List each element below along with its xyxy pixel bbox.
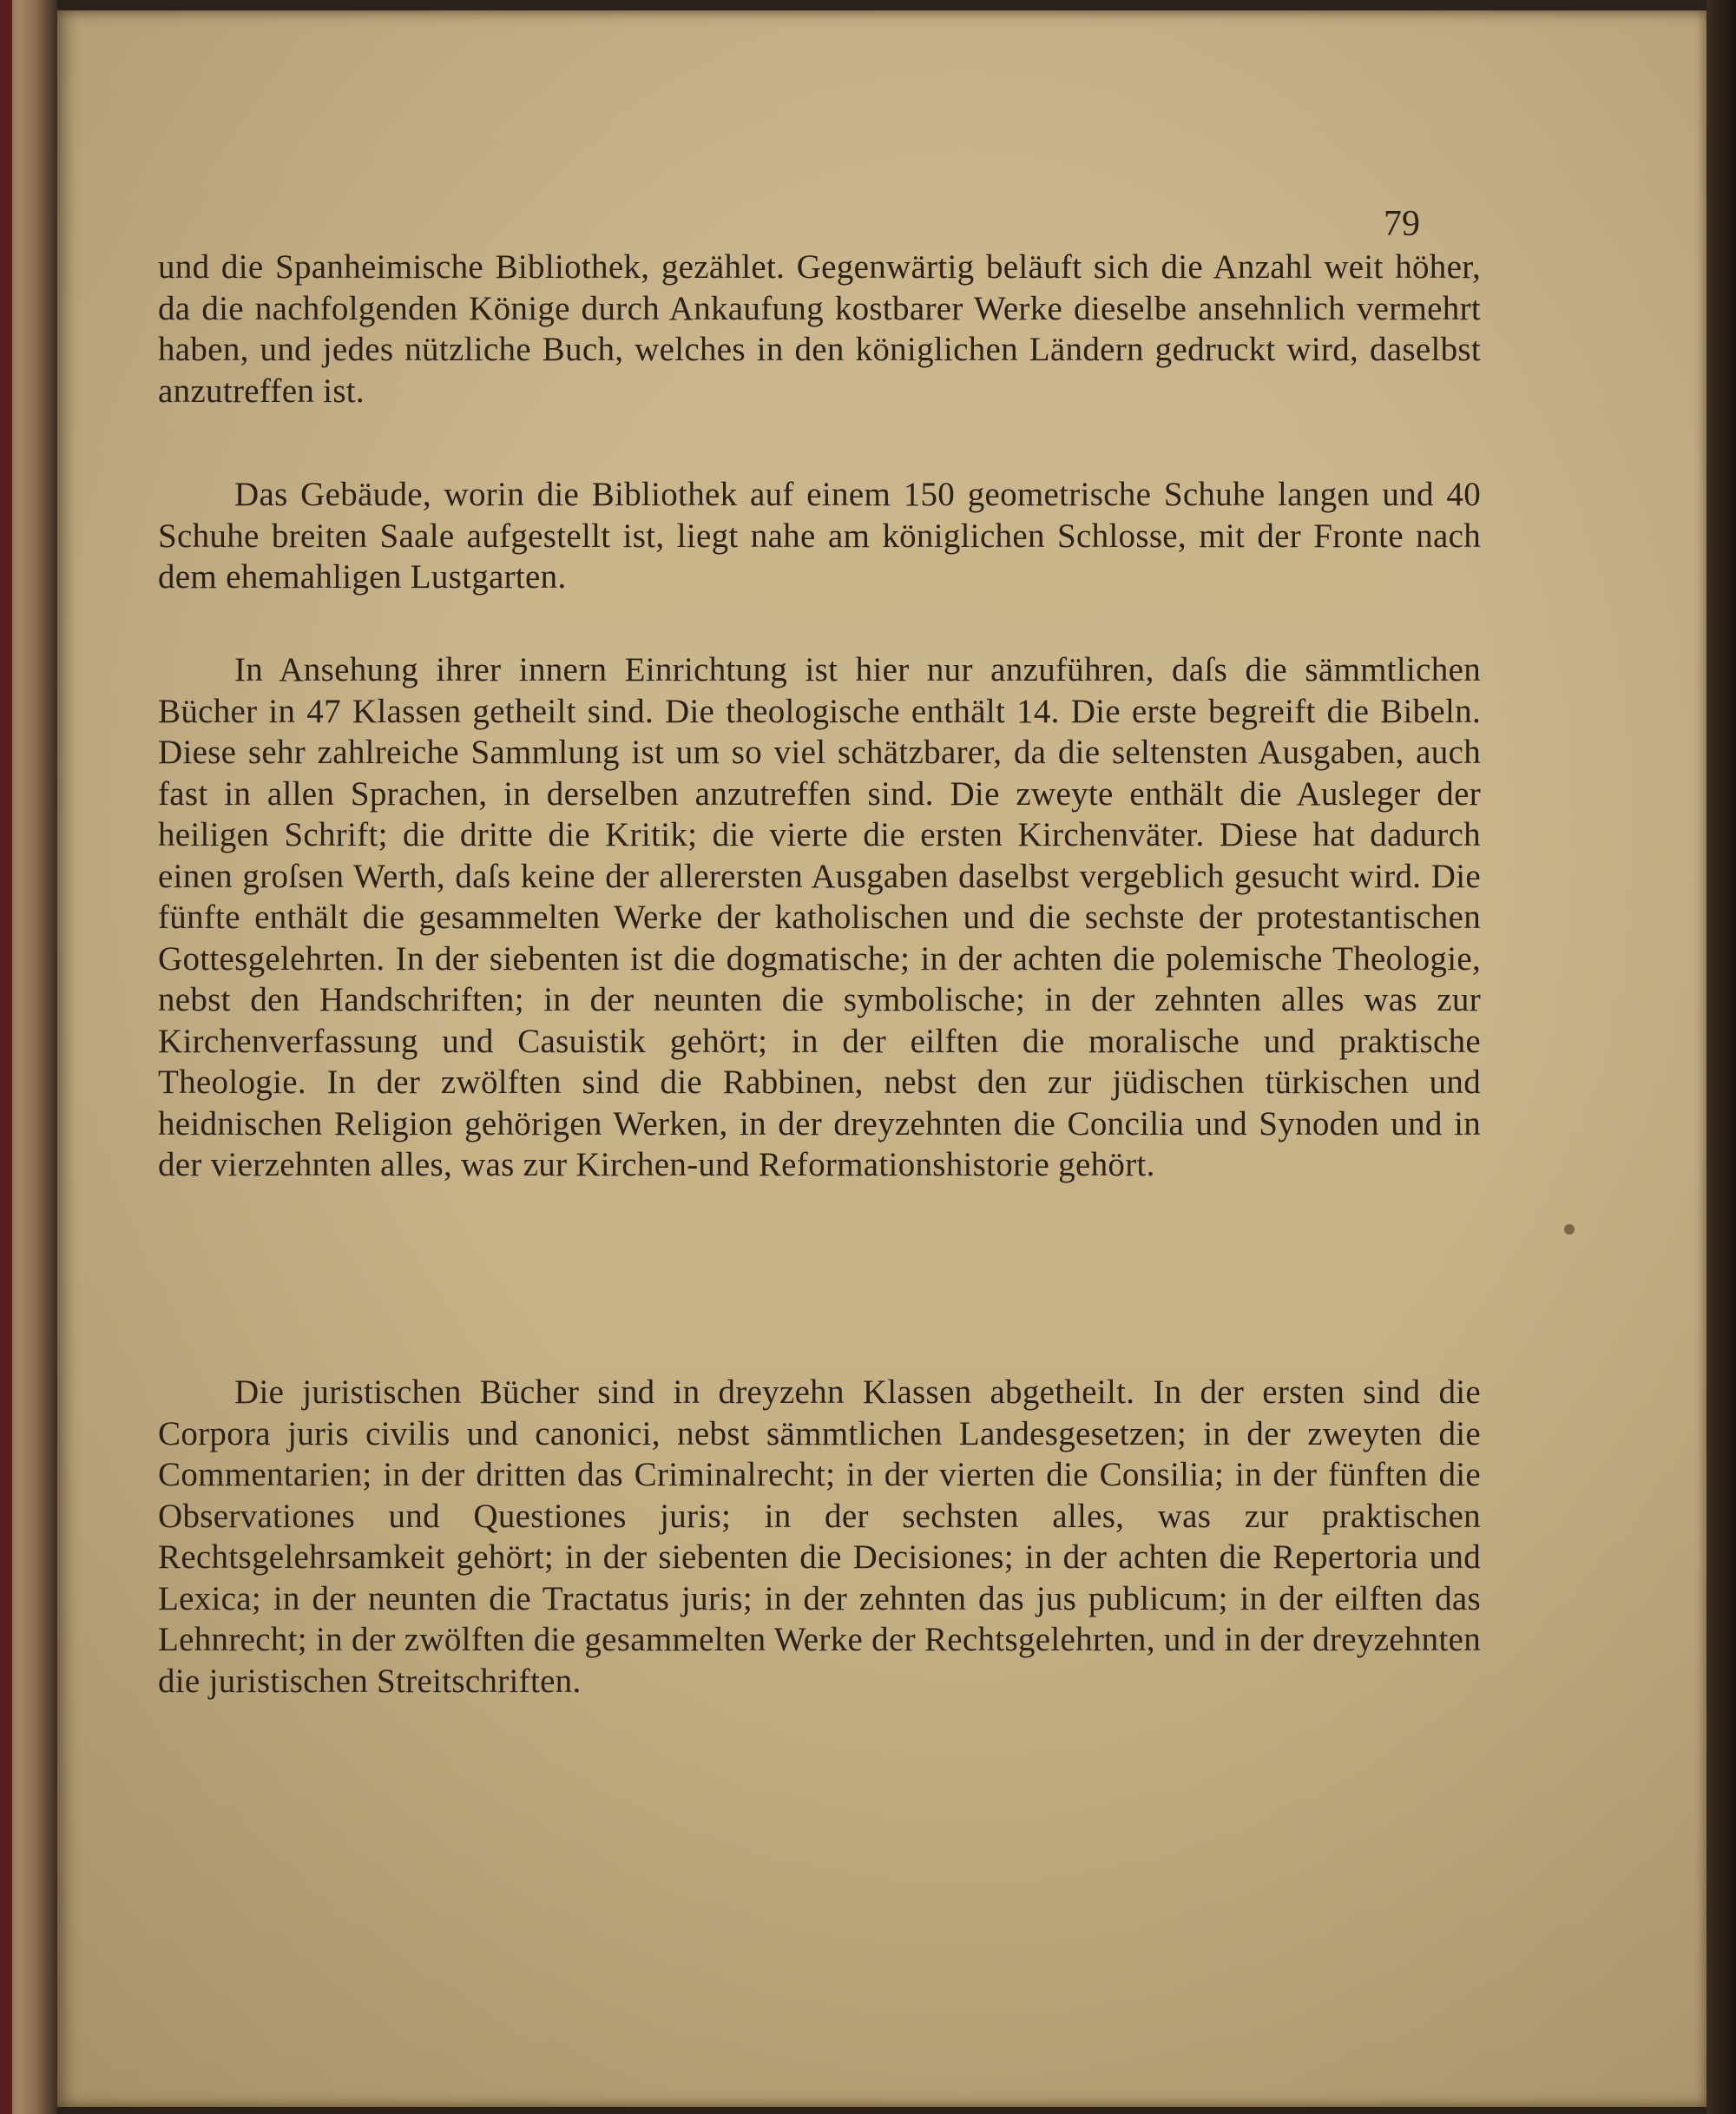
book-gutter	[0, 0, 57, 2114]
binding-edge	[0, 0, 12, 2114]
paragraph-3: In Ansehung ihrer innern Einrichtung ist hier nur anzuführen, daſs die sämmtlichen Bücher in 47 Klassen getheilt sind. Die theologische enthält 14. Die erste begreift die Bibeln. Diese sehr zahlreiche Sammlung ist um so viel schätzbarer, da die seltensten Ausgaben, auch fast in allen Sprachen, in derselben anzutreffen sind. Die zweyte enthält die Ausleger der heiligen Schrift; die dritte die Kritik; die vierte die ersten Kirchenväter. Diese hat dadurch einen groſsen Werth, daſs keine der allerersten Ausgaben daselbst vergeblich gesucht wird. Die fünfte enthält die gesammelten Werke der katholischen und die sechste der protestantischen Gottesgelehrten. In der siebenten ist die dogmatische; in der achten die polemische Theologie, nebst den Handschriften; in der neunten die symbolische; in der zehnten alles was zur Kirchenverfassung und Casuistik gehört; in der eilften die moralische und praktische Theologie. In der zwölften sind die Rabbinen, nebst den zur jüdischen türkischen und heidnischen Religion gehörigen Werken, in der dreyzehnten die Concilia und Synoden und in der vierzehnten alles, was zur Kirchen-und Reformationshistorie gehört.	[158, 651, 1481, 1183]
page-number: 79	[1384, 204, 1420, 244]
paragraph-1: und die Spanheimische Bibliothek, gezählet. Gegenwärtig beläuft sich die Anzahl weit höher, da die nachfolgenden Könige durch Ankaufung kostbarer Werke dieselbe ansehnlich vermehrt haben, und jedes nützliche Buch, welches in den königlichen Ländern gedruckt wird, daselbst anzutreffen ist.	[158, 248, 1481, 410]
page-right-edge	[1706, 0, 1736, 2114]
ink-spot	[1564, 1224, 1575, 1235]
book-page	[57, 10, 1706, 2107]
paragraph-4: Die juristischen Bücher sind in dreyzehn Klassen abgetheilt. In der ersten sind die Corpora juris civilis und canonici, nebst sämmtlichen Landesgesetzen; in der zweyten die Commentarien; in der dritten das Criminalrecht; in der vierten die Consilia; in der fünften die Observationes und Questiones juris; in der sechsten alles, was zur praktischen Rechtsgelehrsamkeit gehört; in der siebenten die Decisiones; in der achten die Repertoria und Lexica; in der neunten die Tractatus juris; in der zehnten das jus publicum; in der eilften das Lehnrecht; in der zwölften die gesammelten Werke der Rechtsgelehrten, und in der dreyzehnten die juristischen Streitschriften.	[158, 1373, 1481, 1700]
paragraph-2: Das Gebäude, worin die Bibliothek auf einem 150 geometrische Schuhe langen und 40 Schuhe breiten Saale aufgestellt ist, liegt nahe am königlichen Schlosse, mit der Fronte nach dem ehemahligen Lustgarten.	[158, 476, 1481, 596]
